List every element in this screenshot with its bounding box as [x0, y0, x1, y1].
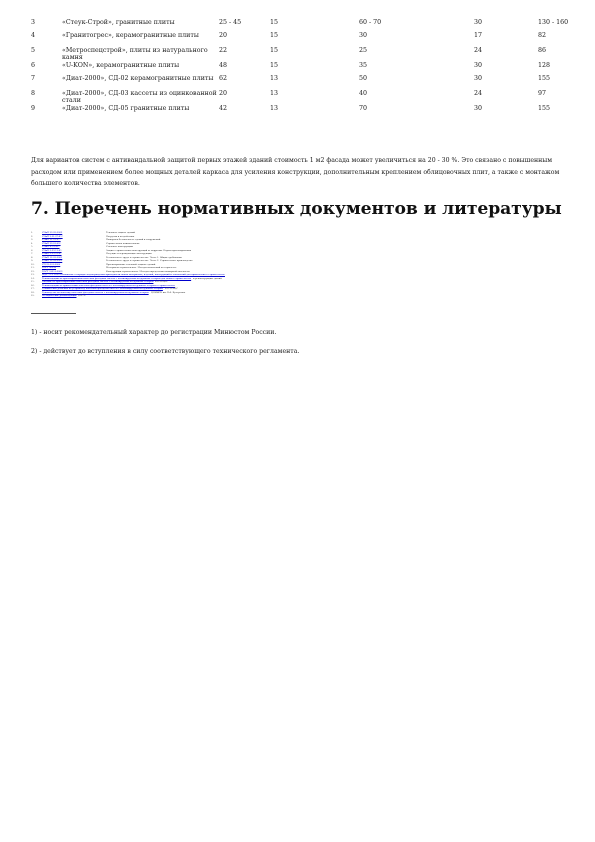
reference-number: 4.: [31, 241, 34, 245]
reference-link[interactable]: СНиП 12-03-2001: [42, 255, 63, 259]
row-number-cell: 7: [31, 75, 36, 82]
reference-link[interactable]: СНиП 2.01.07-85*: [42, 234, 63, 238]
reference-number: 1.: [31, 231, 34, 234]
reference-number: 18.: [31, 290, 35, 294]
cost-1-cell: 62: [219, 75, 228, 82]
reference-number: 10.: [31, 262, 35, 266]
table-row: [31, 90, 588, 105]
reference-item: [31, 294, 371, 298]
reference-description: Материалы строительные. Методы испытаний на горючесть: [106, 266, 177, 269]
product-name-cell: «U-KON», керамогранитные плиты: [62, 62, 180, 69]
cost-3-cell: 35: [359, 62, 368, 69]
reference-link[interactable]: Методические рекомендации: [42, 294, 77, 297]
total-cost-cell: 86: [538, 47, 547, 54]
reference-link[interactable]: СНиП 3.03.01-87: [42, 252, 62, 255]
reference-number: 5.: [31, 245, 34, 248]
reference-description: ФГУП ФЦС: [165, 287, 178, 290]
cost-2-cell: 15: [270, 32, 279, 39]
reference-description: Стальные конструкции: [106, 245, 133, 248]
product-name-cell: «Диат-2000», СД-05 гранитные плиты: [62, 105, 190, 112]
reference-number: 6.: [31, 248, 34, 252]
cost-4-cell: 24: [474, 90, 483, 97]
product-name-cell: «Метроспецстрой», плиты из натурального камня: [62, 47, 208, 62]
cost-2-cell: 15: [270, 62, 279, 69]
cost-2-cell: 15: [270, 19, 279, 26]
reference-number: 8.: [31, 255, 34, 259]
reference-link[interactable]: Пособие по проектированию навесных фасадных систем с вентилируемым воздушным зазором: [42, 280, 154, 283]
cost-1-cell: 20: [219, 90, 228, 97]
reference-number: 2.: [31, 234, 34, 238]
reference-link[interactable]: СНиП 21-01-97*: [42, 238, 61, 241]
reference-number: 16.: [31, 283, 35, 287]
total-cost-cell: 155: [538, 105, 551, 112]
product-name-cell: «Стеук-Строй», гранитные плиты: [62, 19, 175, 26]
reference-link[interactable]: Руководство по монтажу навесных фасадных систем с вентилируемым воздушным зазором: [42, 290, 149, 294]
reference-link[interactable]: СНиП 2.03.11-85: [42, 248, 62, 252]
cost-1-cell: 48: [219, 62, 228, 69]
cost-3-cell: 25: [359, 47, 368, 54]
reference-number: 15.: [31, 280, 35, 283]
cost-2-cell: 15: [270, 47, 279, 54]
table-row: [31, 32, 588, 47]
cost-4-cell: 30: [474, 75, 483, 82]
cost-3-cell: 30: [359, 32, 368, 39]
footnote-divider: [31, 313, 76, 314]
total-cost-cell: 97: [538, 90, 547, 97]
reference-number: 11.: [31, 266, 35, 269]
reference-link[interactable]: Технические решения по устройству навесных фасадных систем с вентилируемым воздушным зазором: [42, 287, 163, 290]
cost-2-cell: 13: [270, 105, 279, 112]
product-name-cell: «Диат-2000», СД-02 керамогранитные плиты: [62, 75, 214, 82]
cost-2-cell: 13: [270, 90, 279, 97]
reference-link[interactable]: СНиП 23-01-99*: [42, 241, 61, 245]
cost-4-cell: 30: [474, 105, 483, 112]
cost-4-cell: 30: [474, 62, 483, 69]
footnote-1: 1) - носит рекомендательный характер до регистрации Минюстом России.: [31, 329, 277, 336]
table-row: [31, 62, 588, 75]
reference-description: Пожарная безопасность зданий и сооружений: [106, 238, 161, 241]
row-number-cell: 8: [31, 90, 36, 97]
total-cost-cell: 155: [538, 75, 551, 82]
footnote-2: 2) - действует до вступления в силу соответствующего технического регламента.: [31, 348, 300, 355]
cost-3-cell: 60 - 70: [359, 19, 382, 26]
cost-4-cell: 24: [474, 47, 483, 54]
table-row: [31, 75, 588, 90]
row-number-cell: 9: [31, 105, 36, 112]
table-row: [31, 47, 588, 62]
reference-description: 2005 г.: [78, 294, 87, 297]
reference-number: 3.: [31, 238, 34, 241]
reference-link[interactable]: ГОСТ 31251-2003: [42, 269, 63, 273]
cost-1-cell: 42: [219, 105, 228, 112]
total-cost-cell: 128: [538, 62, 551, 69]
price-table: [31, 19, 588, 118]
reference-link[interactable]: СП 23-101-2004: [42, 262, 61, 266]
reference-description: Безопасность труда в строительстве. Часть 1. Общие требования: [106, 255, 182, 259]
total-cost-cell: 130 - 160: [538, 19, 569, 26]
reference-number: 13.: [31, 273, 35, 276]
reference-number: 9.: [31, 259, 34, 262]
cost-1-cell: 25 - 45: [219, 19, 242, 26]
row-number-cell: 3: [31, 19, 36, 26]
reference-description: Строительная климатология: [106, 241, 140, 245]
reference-number: 14.: [31, 276, 35, 280]
reference-description: Нагрузки и воздействия: [106, 234, 135, 238]
reference-number: 7.: [31, 252, 34, 255]
reference-description: Защита строительных конструкций от коррозии. Нормы проектирования: [106, 248, 192, 252]
reference-description: ФГУП ЦНС: [155, 280, 168, 283]
reference-description: Несущие и ограждающие конструкции: [106, 252, 152, 255]
reference-number: 17.: [31, 287, 35, 290]
cost-3-cell: 40: [359, 90, 368, 97]
cost-4-cell: 17: [474, 32, 483, 39]
reference-number: 19.: [31, 294, 35, 297]
reference-link[interactable]: СНиП 23-02-2003: [42, 231, 63, 234]
row-number-cell: 4: [31, 32, 36, 39]
reference-description: Проектирование тепловой защиты зданий: [106, 262, 156, 266]
cost-3-cell: 50: [359, 75, 368, 82]
reference-description: Безопасность труда в строительстве. Часть 2. Строительное производство: [106, 259, 193, 262]
reference-number: 12.: [31, 269, 35, 273]
cost-1-cell: 22: [219, 47, 228, 54]
cost-1-cell: 20: [219, 32, 228, 39]
reference-description: ЦНИИСК им. В.А. Кучеренко: [151, 290, 186, 294]
reference-description: и реконструкции зданий: [193, 276, 222, 280]
reference-link[interactable]: Рекомендации по проектированию навесных фасадных систем с вентилируемым воздушным зазором для нового строительства: [42, 276, 192, 280]
reference-description: Тепловая защита зданий: [106, 231, 135, 234]
cost-2-cell: 13: [270, 75, 279, 82]
section-title: 7. Перечень нормативных документов и литературы: [31, 199, 562, 219]
cost-4-cell: 30: [474, 19, 483, 26]
reference-link[interactable]: СНиП 12-04-2002: [42, 259, 63, 262]
product-name-cell: «Диат-2000», СД-03 кассеты из оцинкованной стали: [62, 90, 217, 105]
table-row: [31, 19, 588, 32]
total-cost-cell: 82: [538, 32, 547, 39]
row-number-cell: 6: [31, 62, 36, 69]
antivandal-note: Для вариантов систем с антивандальной защитой первых этажей зданий стоимость 1 м2 фасада может увеличиться на 20 - 30 %. Это связано с повышенным расходом или применением более мощных деталей каркаса для усиления конструкции, дополнительным креплением облицовочных плит, а также с монтажом большего количества элементов.: [31, 157, 560, 187]
cost-3-cell: 70: [359, 105, 368, 112]
table-row: [31, 105, 588, 118]
row-number-cell: 5: [31, 47, 36, 54]
reference-description: Конструкции строительные. Методы определения пожарной опасности: [106, 269, 190, 273]
product-name-cell: «Гранитогрес», керамогранитные плиты: [62, 32, 199, 39]
reference-link[interactable]: МДС 55-1.2000 Положение о порядке подтверждения пригодности новых материалов, изделий, конструкций и технологий для применения в строительстве: [42, 273, 225, 276]
reference-link[interactable]: СНиП II-23-81*: [42, 245, 60, 248]
reference-link[interactable]: Рекомендации по применению навесных фасадных систем с вентилируемым воздушным зазором в строительстве: [42, 283, 176, 287]
reference-link[interactable]: ГОСТ 30244: [42, 266, 57, 269]
